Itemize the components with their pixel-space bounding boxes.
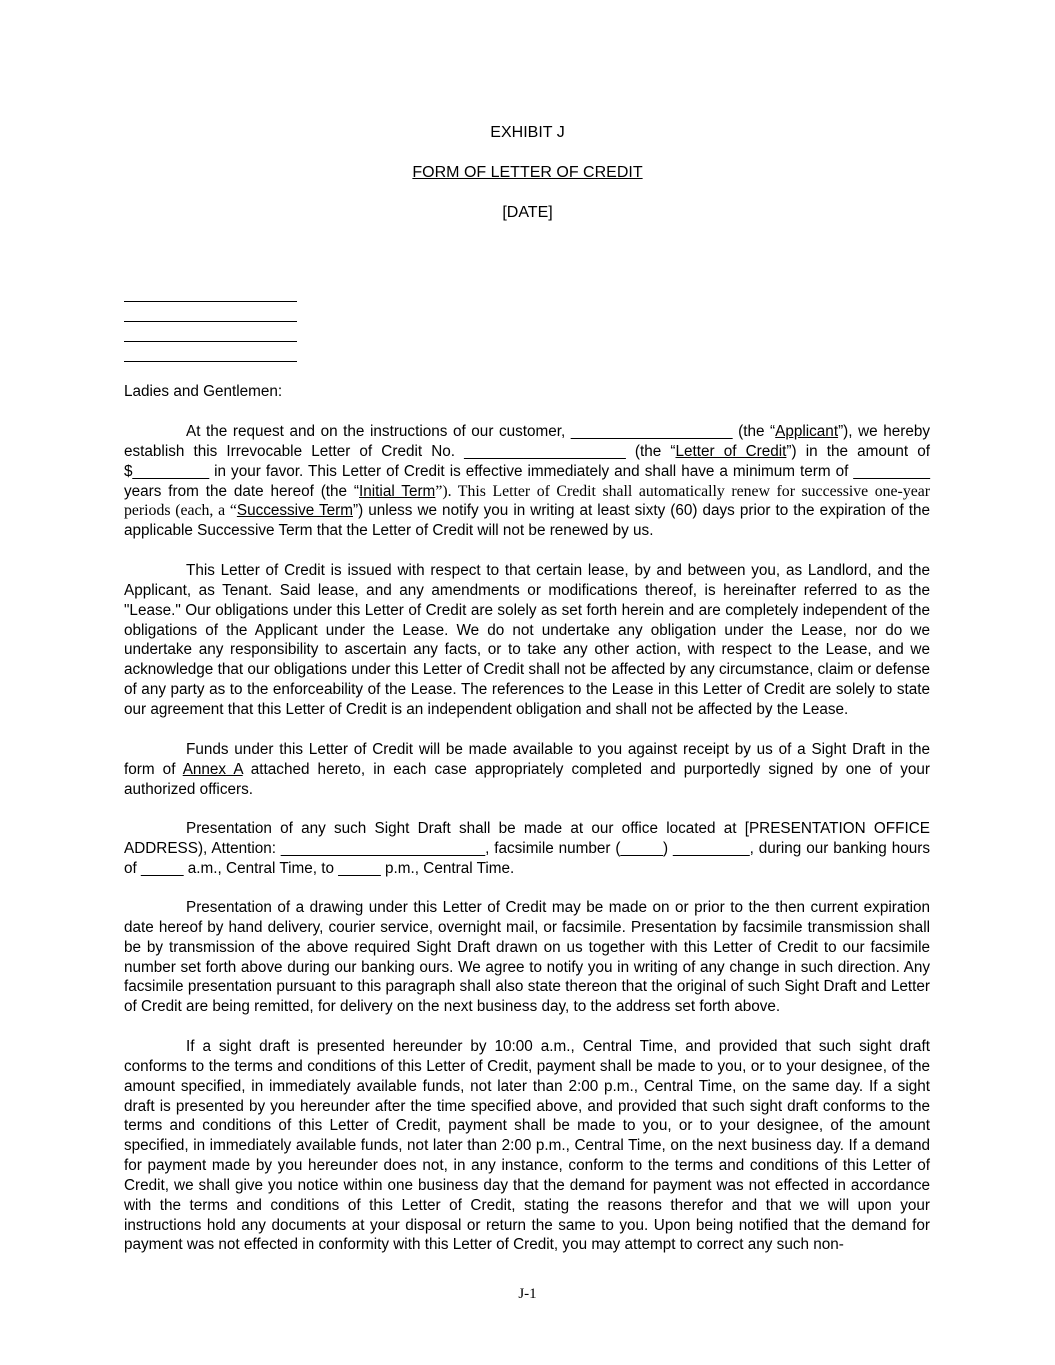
page-number: J-1 (518, 1286, 537, 1302)
paragraph-funds-availability (124, 740, 930, 800)
text-segment: ”) in the amount of $_________ in your favor. This Letter of Credit is effective immediately and shall have a minimum term of _________ years from the date hereof (the “ (124, 442, 930, 500)
text-segment: Funds under this Letter of Credit will be made available to you against receipt by us of a Sight Draft in the form of (124, 741, 930, 778)
salutation: Ladies and Gentlemen: (124, 383, 283, 400)
form-title: FORM OF LETTER OF CREDIT (412, 164, 643, 181)
text-segment: attached hereto, in each case appropriately completed and purportedly signed by one of your authorized officers. (124, 760, 931, 798)
date-placeholder: [DATE] (502, 204, 553, 221)
address-blank-line (124, 321, 297, 322)
defined-term-successive-term: Successive Term (236, 502, 353, 520)
address-blank-line (124, 361, 297, 362)
address-blank-line (124, 341, 297, 342)
text-segment: ”) unless we notify you in writing at least sixty (60) days prior to the expiration of the applicable Successive Term that the Letter of Credit will not be renewed by us. (124, 502, 930, 540)
paragraph-text: Presentation of a drawing under this Letter of Credit may be made on or prior to the then current expiration date hereof by hand delivery, courier service, overnight mail, or facsimile. Presentation by facsimile transmission shall be by transmission of the above required Sight Draft drawn on us together with this Letter of Credit to our facsimile number set forth above during our banking ours. We agree to notify you in writing of any change in such direction. Any facsimile presentation pursuant to this paragraph shall also state thereon that the original of such Sight Draft and Letter of Credit are being remitted, for delivery on the next business day, to the address set forth above. (124, 899, 930, 1016)
defined-term-applicant: Applicant (775, 423, 839, 440)
paragraph-presentation-location (124, 819, 930, 879)
paragraph-establishment (124, 422, 930, 541)
defined-term-letter-of-credit: Letter of Credit (675, 442, 787, 460)
paragraph-payment-terms (124, 1037, 930, 1255)
annex-a-reference: Annex A (182, 760, 243, 778)
paragraph-text: This Letter of Credit is issued with respect to that certain lease, by and between you, as Landlord, and the Applicant, as Tenant. Said lease, and any amendments or modifications thereof, is hereinafter referred to as the "Lease." Our obligations under this Letter of Credit are solely as set forth herein and are completely independent of the obligations of the Applicant under the Lease. We do not undertake any obligation under the Lease, nor do we undertake any responsibility to ascertain any facts, or to take any other action, with respect to the Lease, and we acknowledge that our obligations under this Letter of Credit shall not be affected by any circumstance, claim or defense of any party as to the enforceability of the Lease. The references to the Lease in this Letter of Credit are solely to state our agreement that this Letter of Credit is an independent obligation and shall not be affected by the Lease. (124, 562, 930, 718)
paragraph-lease-independence (124, 561, 930, 720)
text-segment: ”). This Letter of Credit shall automatically renew for successive one-year periods (each, a “ (124, 482, 930, 520)
text-segment: ”), we hereby establish this Irrevocable Letter of Credit No. ___________________ (the “ (124, 423, 931, 460)
defined-term-initial-term: Initial Term (359, 482, 436, 500)
exhibit-heading: EXHIBIT J (490, 124, 565, 141)
paragraph-text: Presentation of any such Sight Draft shall be made at our office located at [PRESENTATION OFFICE ADDRESS), Attention: ________________________, facsimile number (_____) _________, during our banking hours of _____ a.m., Central Time, to _____ p.m., Central Time. (124, 820, 930, 877)
text-segment: At the request and on the instructions of our customer, ___________________ (the “ (186, 423, 776, 440)
paragraph-presentation-method (124, 898, 930, 1017)
paragraph-text: If a sight draft is presented hereunder by 10:00 a.m., Central Time, and provided that such sight draft conforms to the terms and conditions of this Letter of Credit, payment shall be made to you, or to your designee, of the amount specified, in immediately available funds, not later than 2:00 p.m., Central Time, on the same day. If a sight draft is presented by you hereunder after the time specified above, and provided that such sight draft conforms to the terms and conditions of this Letter of Credit, payment shall be made to you, or to your designee, of the amount specified, in immediately available funds, not later than 2:00 p.m., Central Time, on the next business day. If a demand for payment made by you hereunder does not, in any instance, conform to the terms and conditions of this Letter of Credit, we shall give you notice within one business day that the demand for payment was not effected in accordance with the terms and conditions of this Letter of Credit, stating the reasons therefor and that we will upon your instructions hold any documents at your disposal or return the same to you. Upon being notified that the demand for payment was not effected in conformity with this Letter of Credit, you may attempt to correct any such non- (124, 1038, 930, 1254)
address-blank-line (124, 301, 297, 302)
